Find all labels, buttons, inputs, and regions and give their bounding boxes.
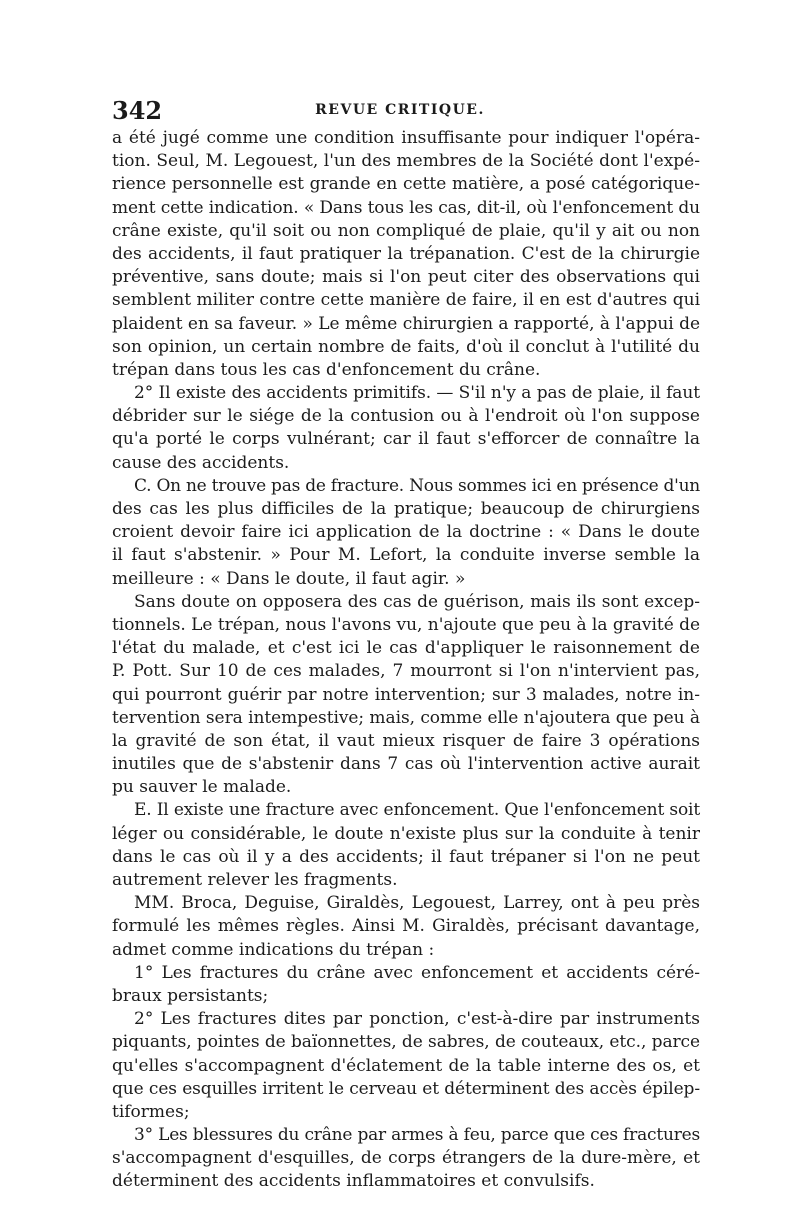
text-line: son opinion, un certain nombre de faits, d'où il conclut à l'utilité du <box>112 336 700 357</box>
text-line: léger ou considérable, le doute n'existe plus sur la conduite à tenir <box>112 823 700 844</box>
text-line: rience personnelle est grande en cette matière, a posé catégorique- <box>112 174 700 195</box>
text-line: préventive, sans doute; mais si l'on peut citer des observations qui <box>112 267 700 288</box>
text-line: MM. Broca, Deguise, Giraldès, Legouest, Larrey, ont à peu près <box>134 893 700 914</box>
text-line: débrider sur le siége de la contusion ou à l'endroit où l'on suppose <box>112 406 700 427</box>
running-title: REVUE CRITIQUE. <box>315 102 485 118</box>
page-header <box>112 96 688 126</box>
text-line: plaident en sa faveur. » Le même chirurgien a rapporté, à l'appui de <box>112 313 700 334</box>
text-line: formulé les mêmes règles. Ainsi M. Giraldès, précisant davantage, <box>112 916 700 937</box>
text-line: braux persistants; <box>112 985 269 1006</box>
text-line: meilleure : « Dans le doute, il faut agir. » <box>112 568 466 589</box>
text-line: autrement relever les fragments. <box>112 870 398 890</box>
text-line: tionnels. Le trépan, nous l'avons vu, n'ajoute que peu à la gravité de <box>112 614 700 635</box>
text-line: l'état du malade, et c'est ici le cas d'appliquer le raisonnement de <box>112 638 700 659</box>
text-line: tervention sera intempestive; mais, comme elle n'ajoutera que peu à <box>112 707 700 728</box>
text-line: P. Pott. Sur 10 de ces malades, 7 mourront si l'on n'intervient pas, <box>112 661 700 682</box>
text-line: qu'a porté le corps vulnérant; car il faut s'efforcer de connaître la <box>112 429 700 450</box>
text-line: tiformes; <box>112 1101 190 1122</box>
text-line: pu sauver le malade. <box>112 777 292 798</box>
text-line: s'accompagnent d'esquilles, de corps étrangers de la dure-mère, et <box>112 1148 700 1169</box>
text-line: des accidents, il faut pratiquer la trépanation. C'est de la chirurgie <box>112 243 700 264</box>
text-line: a été jugé comme une condition insuffisante pour indiquer l'opéra- <box>112 128 700 148</box>
text-line: que ces esquilles irritent le cerveau et déterminent des accès épilep- <box>112 1078 700 1099</box>
text-line: 3° Les blessures du crâne par armes à feu, parce que ces fractures <box>134 1125 700 1146</box>
text-line: des cas les plus difficiles de la pratique; beaucoup de chirurgiens <box>112 499 700 519</box>
text-line: trépan dans tous les cas d'enfoncement du crâne. <box>112 359 541 380</box>
text-line: inutiles que de s'abstenir dans 7 cas où l'intervention active aurait <box>112 754 700 775</box>
text-line: croient devoir faire ici application de la doctrine : « Dans le doute <box>112 522 700 543</box>
text-line: 2° Il existe des accidents primitifs. — S'il n'y a pas de plaie, il faut <box>134 383 700 404</box>
text-line: déterminent des accidents inflammatoires et convulsifs. <box>112 1171 595 1192</box>
page-number: 342 <box>112 96 163 125</box>
text-line: cause des accidents. <box>112 452 290 473</box>
text-line: E. Il existe une fracture avec enfoncement. Que l'enfoncement soit <box>134 800 700 821</box>
text-line: Sans doute on opposera des cas de guérison, mais ils sont excep- <box>134 591 700 612</box>
text-line: 1° Les fractures du crâne avec enfoncement et accidents céré- <box>134 962 700 983</box>
body-text <box>112 127 700 1194</box>
text-line: semblent militer contre cette manière de faire, il en est d'autres qui <box>112 290 700 311</box>
text-line: crâne existe, qu'il soit ou non compliqué de plaie, qu'il y ait ou non <box>112 220 700 241</box>
text-line: qui pourront guérir par notre intervention; sur 3 malades, notre in- <box>112 684 700 705</box>
text-line: qu'elles s'accompagnent d'éclatement de la table interne des os, et <box>112 1055 700 1076</box>
text-line: tion. Seul, M. Legouest, l'un des membres de la Société dont l'expé- <box>112 151 700 172</box>
text-line: C. On ne trouve pas de fracture. Nous sommes ici en présence d'un <box>134 475 700 496</box>
text-line: 2° Les fractures dites par ponction, c'est-à-dire par instruments <box>134 1009 700 1030</box>
text-line: admet comme indications du trépan : <box>112 939 435 960</box>
text-line: piquants, pointes de baïonnettes, de sabres, de couteaux, etc., parce <box>112 1032 700 1053</box>
text-line: dans le cas où il y a des accidents; il faut trépaner si l'on ne peut <box>112 846 700 867</box>
text-line: il faut s'abstenir. » Pour M. Lefort, la conduite inverse semble la <box>112 545 700 566</box>
text-line: la gravité de son état, il vaut mieux risquer de faire 3 opérations <box>112 730 700 751</box>
text-line: ment cette indication. « Dans tous les cas, dit-il, où l'enfoncement du <box>112 197 700 218</box>
